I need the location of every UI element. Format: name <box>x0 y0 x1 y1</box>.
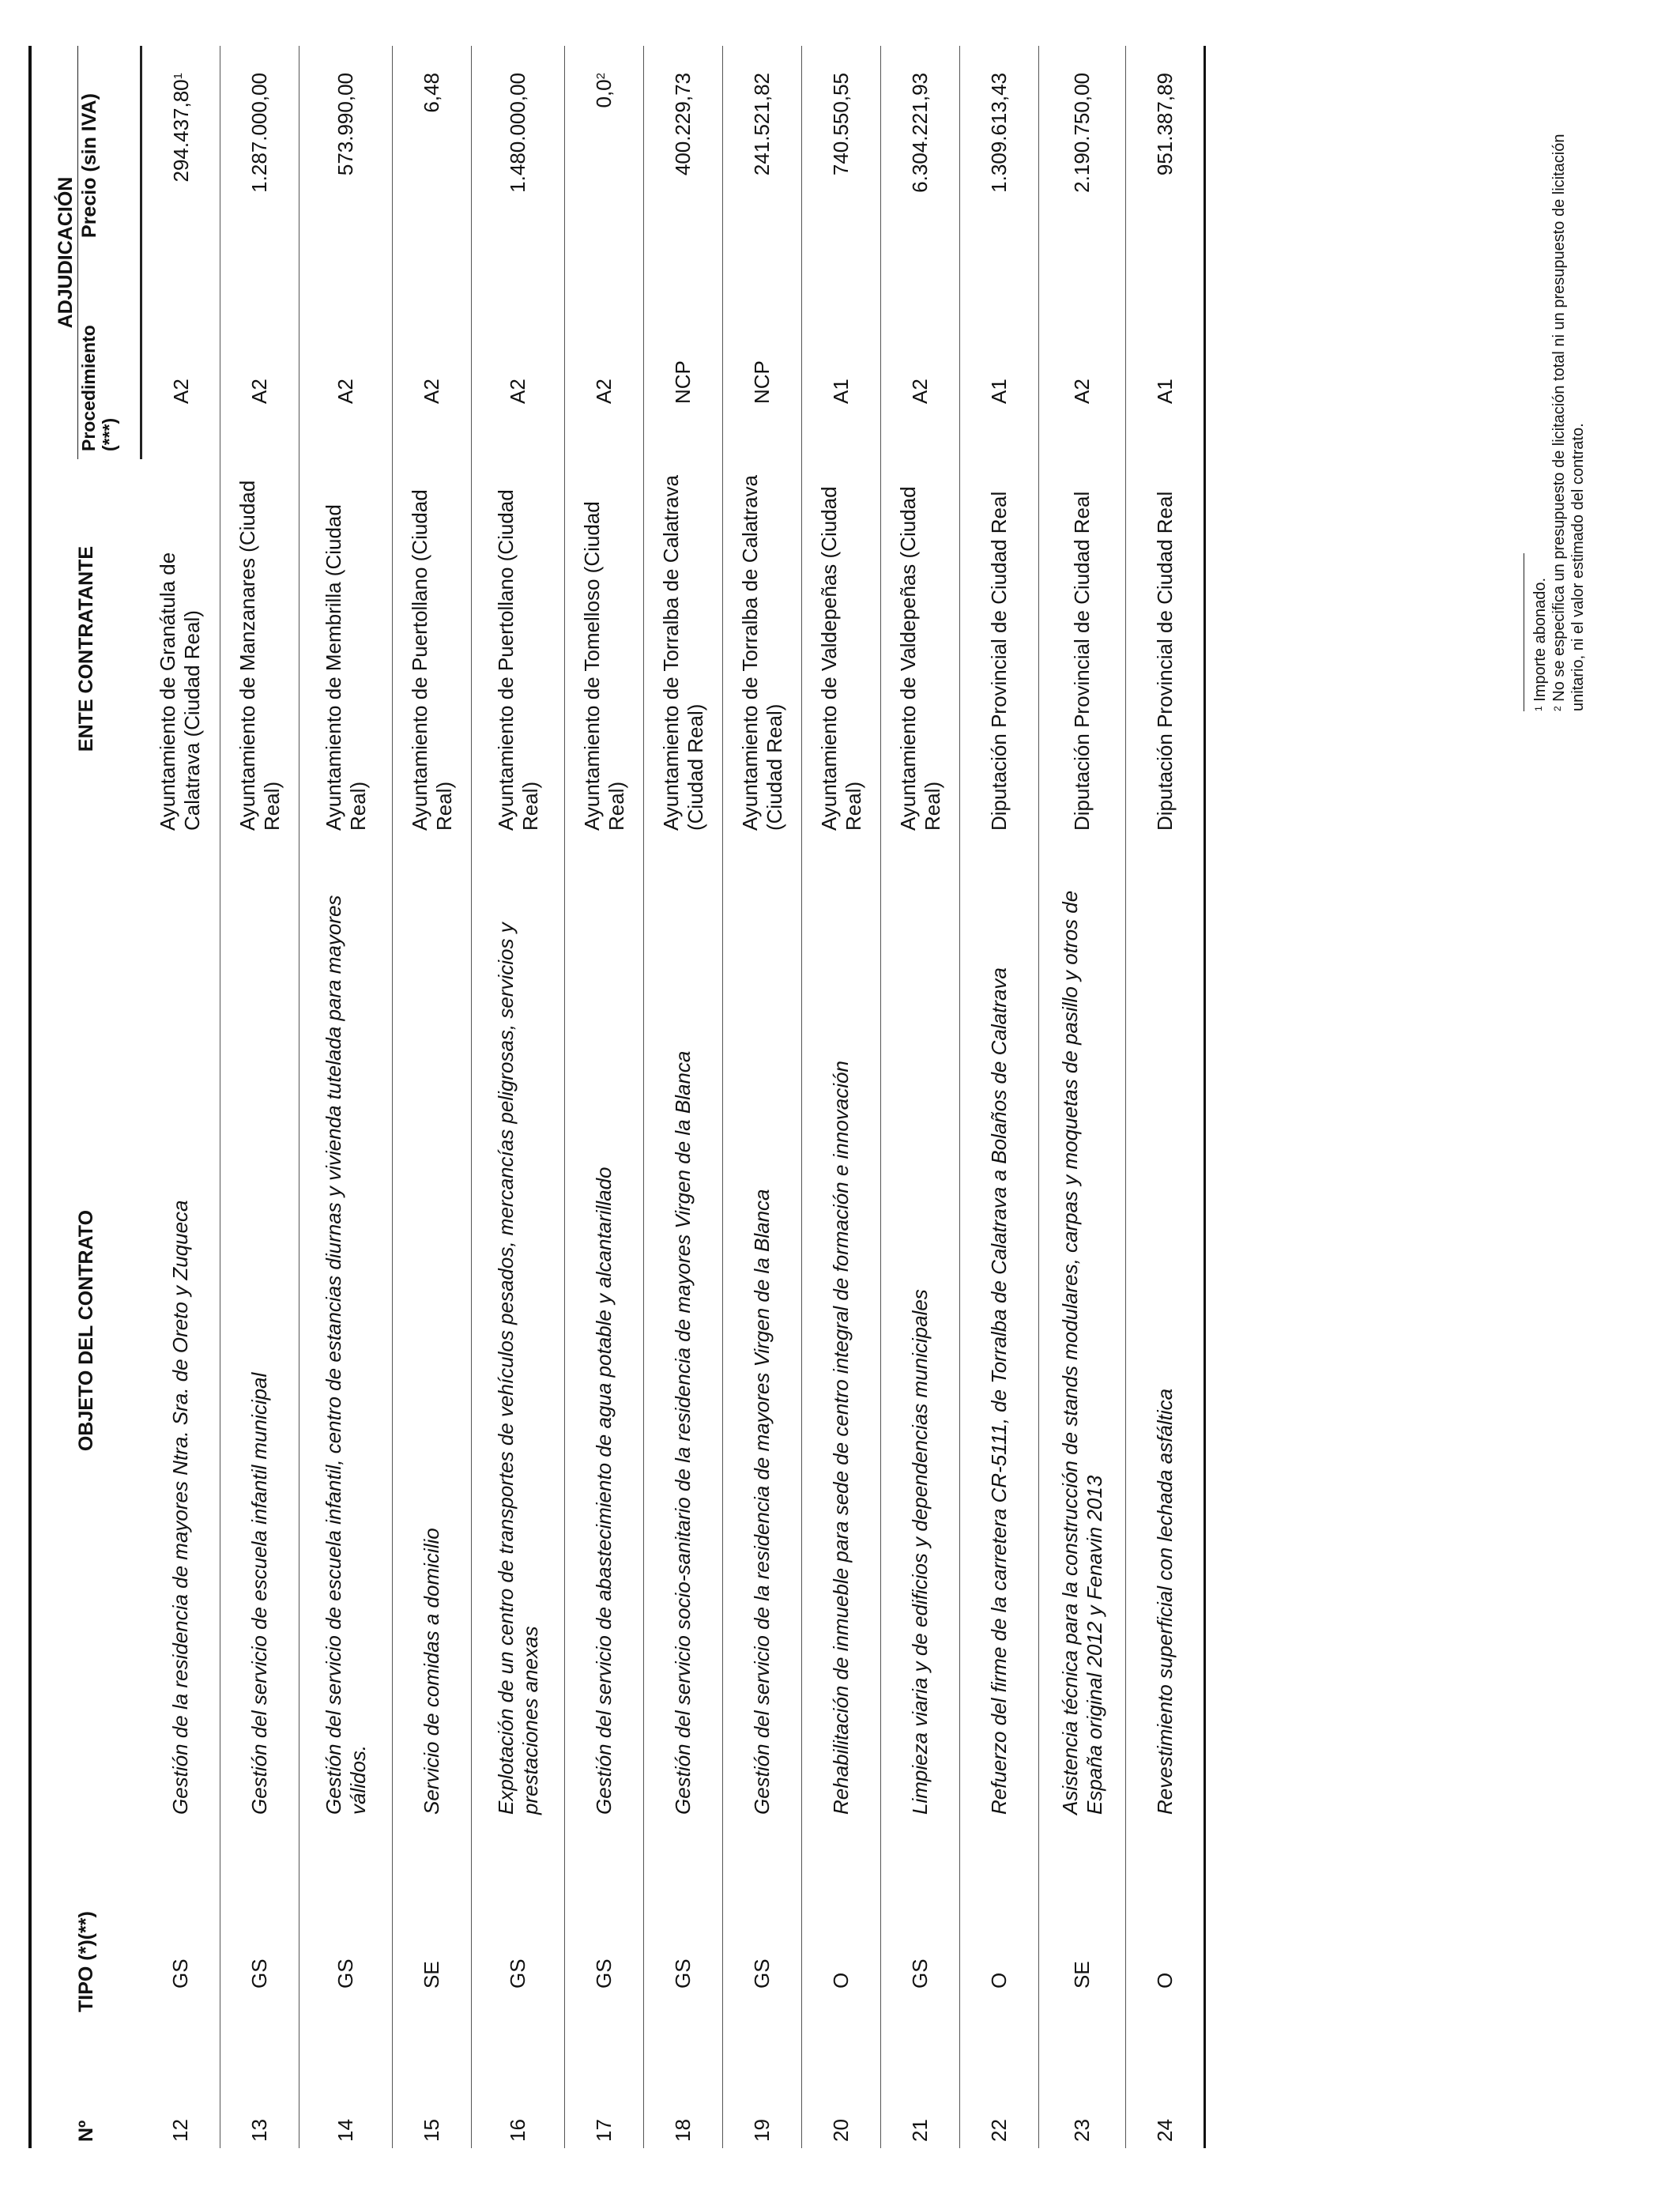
row-tipo: GS <box>750 1958 774 1989</box>
row-objeto: Asistencia técnica para la construcción de stands modulares, carpas y moquetas de pasillo y otros de España original 2012 y Fenavin 2013 <box>1057 890 1106 1815</box>
row-tipo: SE <box>1070 1961 1094 1989</box>
row-ente: Ayuntamiento de Membrilla (Ciudad Real) <box>321 504 370 831</box>
row-number: 24 <box>1152 2119 1177 2142</box>
header-ente: ENTE CONTRATANTE <box>74 545 97 752</box>
row-tipo: GS <box>592 1958 616 1989</box>
row-procedimiento: A2 <box>247 379 271 404</box>
row-number: 21 <box>908 2119 932 2142</box>
row-tipo: GS <box>908 1958 932 1989</box>
header-adjudicacion: ADJUDICACIÓN <box>30 46 78 459</box>
row-precio: 2.190.750,00 <box>1070 73 1094 193</box>
row-objeto: Gestión del servicio de abastecimiento de agua potable y alcantarillado <box>592 1167 616 1815</box>
table-row <box>644 46 723 2148</box>
row-precio: 6.304.221,93 <box>908 73 932 193</box>
row-procedimiento: A2 <box>420 379 443 404</box>
table-row <box>472 46 565 2148</box>
row-tipo: SE <box>420 1961 443 1989</box>
row-number: 20 <box>829 2119 853 2142</box>
row-ente: Ayuntamiento de Torralba de Calatrava (Ciudad Real) <box>737 475 786 831</box>
row-procedimiento: NCP <box>671 360 695 404</box>
row-number: 22 <box>987 2119 1011 2142</box>
header-tipo: TIPO (*)(**) <box>74 1911 97 2012</box>
row-number: 18 <box>671 2119 695 2142</box>
row-precio: 400.229,73 <box>671 73 695 176</box>
table-row <box>881 46 960 2148</box>
row-number: 23 <box>1070 2119 1094 2142</box>
row-objeto: Rehabilitación de inmueble para sede de centro integral de formación e innovación <box>829 1061 853 1815</box>
footnote-2: $^2$ No se especifica un presupuesto de licitación total ni un presupuesto de licitación unitario, ni el valor estimado del contrato. <box>1550 134 1587 711</box>
header-procedimiento: Procedimiento (***) <box>78 285 141 459</box>
table-row <box>802 46 881 2148</box>
table-row <box>393 46 472 2148</box>
table-body <box>141 46 1205 2148</box>
row-procedimiento: A1 <box>1152 379 1177 404</box>
row-objeto: Gestión de la residencia de mayores Ntra. Sra. de Oreto y Zuqueca <box>168 1200 192 1815</box>
row-ente: Ayuntamiento de Tomelloso (Ciudad Real) <box>579 501 628 831</box>
row-ente: Ayuntamiento de Puertollano (Ciudad Real) <box>493 489 542 831</box>
row-precio: 740.550,55 <box>829 73 853 176</box>
row-precio: 951.387,89 <box>1152 73 1177 176</box>
table-row <box>220 46 299 2148</box>
table-row <box>1039 46 1126 2148</box>
row-objeto: Explotación de un centro de transportes de vehículos pesados, mercancías peligrosas, servicios y prestaciones anexas <box>493 922 542 1815</box>
header-no: Nº <box>74 2120 97 2142</box>
row-objeto: Servicio de comidas a domicilio <box>420 1528 443 1815</box>
row-procedimiento: A1 <box>829 379 853 404</box>
row-tipo: GS <box>506 1958 529 1989</box>
row-precio: $0,0^2$ <box>592 73 616 108</box>
row-ente: Ayuntamiento de Torralba de Calatrava (Ciudad Real) <box>658 475 707 831</box>
row-procedimiento: A2 <box>168 379 193 404</box>
row-ente: Ayuntamiento de Valdepeñas (Ciudad Real) <box>816 486 865 831</box>
row-procedimiento: A2 <box>908 379 932 404</box>
row-tipo: GS <box>671 1958 695 1989</box>
row-objeto: Gestión del servicio de escuela infantil municipal <box>247 1372 271 1815</box>
table-row <box>299 46 393 2148</box>
row-objeto: Refuerzo del firme de la carretera CR-5111, de Torralba de Calatrava a Bolaños de Calatrava <box>987 967 1011 1815</box>
row-objeto: Gestión del servicio de escuela infantil, centro de estancias diurnas y vivienda tutelada para mayores válidos. <box>321 895 370 1815</box>
row-number: 13 <box>247 2119 271 2142</box>
row-ente: Ayuntamiento de Valdepeñas (Ciudad Real) <box>895 486 944 831</box>
header-objeto: OBJETO DEL CONTRATO <box>74 1209 97 1452</box>
row-number: 19 <box>750 2119 774 2142</box>
row-tipo: O <box>1152 1972 1177 1989</box>
row-procedimiento: A2 <box>1070 379 1094 404</box>
row-precio: 1.480.000,00 <box>506 73 529 193</box>
row-objeto: Gestión del servicio de la residencia de mayores Virgen de la Blanca <box>750 1189 774 1815</box>
row-ente: Ayuntamiento de Puertollano (Ciudad Real) <box>407 489 456 831</box>
row-objeto: Revestimiento superficial con lechada asfáltica <box>1152 1388 1177 1815</box>
footnotes <box>1524 79 1588 711</box>
footnote-1: $^1$ Importe abonado. <box>1531 577 1549 711</box>
row-precio: 294.437,80$^1$ <box>168 73 193 183</box>
row-tipo: O <box>829 1972 853 1989</box>
row-number: 17 <box>592 2119 616 2142</box>
row-ente: Diputación Provincial de Ciudad Real <box>1070 491 1094 831</box>
row-procedimiento: A1 <box>987 379 1011 404</box>
row-number: 16 <box>506 2119 529 2142</box>
row-ente: Diputación Provincial de Ciudad Real <box>987 491 1011 831</box>
row-tipo: GS <box>247 1958 271 1989</box>
row-precio: 1.287.000,00 <box>247 73 271 193</box>
row-precio: 6,48 <box>420 73 443 113</box>
row-ente: Diputación Provincial de Ciudad Real <box>1152 491 1177 831</box>
row-procedimiento: A2 <box>333 379 357 404</box>
contracts-table <box>28 46 1206 2148</box>
row-number: 12 <box>168 2119 192 2142</box>
table-row <box>1126 46 1205 2148</box>
row-number: 14 <box>333 2119 357 2142</box>
table-row <box>723 46 802 2148</box>
table-row <box>141 46 220 2148</box>
row-tipo: GS <box>333 1958 357 1989</box>
row-ente: Ayuntamiento de Granátula de Calatrava (Ciudad Real) <box>156 552 205 831</box>
row-procedimiento: NCP <box>750 360 774 404</box>
row-number: 15 <box>420 2119 443 2142</box>
row-precio: 1.309.613,43 <box>987 73 1011 193</box>
row-ente: Ayuntamiento de Manzanares (Ciudad Real) <box>235 480 284 831</box>
row-precio: 573.990,00 <box>333 73 357 176</box>
footnote-mark: 1 <box>171 73 185 80</box>
row-procedimiento: A2 <box>592 379 616 404</box>
table-row <box>565 46 644 2148</box>
row-objeto: Limpieza viaria y de edificios y dependencias municipales <box>908 1289 932 1815</box>
row-precio: 241.521,82 <box>750 73 774 176</box>
header-precio: Precio (sin IVA) <box>78 46 141 285</box>
row-tipo: O <box>987 1972 1011 1989</box>
row-objeto: Gestión del servicio socio-sanitario de la residencia de mayores Virgen de la Blanca <box>671 1050 695 1815</box>
row-procedimiento: A2 <box>506 379 529 404</box>
table-row <box>960 46 1039 2148</box>
row-tipo: GS <box>168 1958 192 1989</box>
footnote-mark: 2 <box>594 73 608 80</box>
